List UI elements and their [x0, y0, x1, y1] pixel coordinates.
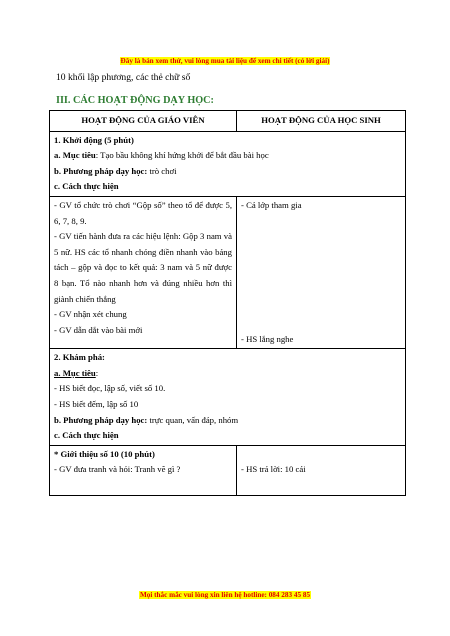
section3-title: * Giới thiệu số 10 (10 phút): [54, 448, 155, 459]
section1-goal-label: a. Mục tiêu: [54, 150, 96, 161]
section1-block: [50, 131, 406, 196]
preview-notice: Đây là bản xem thử, vui lòng mua tài liệu để xem chi tiết (có lời giải): [120, 57, 330, 65]
hotline-notice: Mọi thắc mắc vui lòng xin liên hệ hotline: 084 283 45 85: [139, 591, 311, 599]
student-line: - HS trả lời: 10 cái: [241, 464, 306, 475]
section1-goal-text: : Tạo bầu không khí hứng khởi để bắt đầu bài học: [95, 150, 269, 161]
section2-method-label: b. Phương pháp dạy học:: [54, 414, 148, 425]
materials-line: 10 khối lập phương, các thẻ chữ số: [56, 72, 191, 83]
student-line: - Cả lớp tham gia: [241, 199, 302, 210]
teacher-line: - GV tiến hành đưa ra các hiệu lệnh: Gộp 3 nam và 5 nữ. HS các tổ nhanh chóng điền nhanh vào bảng tách – gộp và đọc to kết quả: 3 nam và 5 nữ được 8 bạn. Tổ nào nhanh hơn và đúng nhiều hơn thì giành chiến thắng: [54, 231, 232, 304]
table-header-row: [50, 111, 406, 132]
lesson-table: [49, 110, 406, 496]
teacher-line: - GV đưa tranh và hỏi: Tranh vẽ gì ?: [54, 464, 181, 475]
section2-how-label: c. Cách thực hiện: [54, 430, 119, 441]
teacher-line: - GV tổ chức trò chơi “Gộp số” theo tổ để được 5, 6, 7, 8, 9.: [54, 199, 232, 226]
section1-teacher-cell: [50, 196, 237, 348]
section2-row: [50, 349, 406, 446]
section1-activity-row: [50, 196, 406, 348]
section2-title: 2. Khám phá:: [54, 352, 105, 363]
section3-teacher-cell: [50, 445, 237, 495]
section1-title-row: [50, 131, 406, 196]
section2-method-text: trực quan, vấn đáp, nhóm: [147, 414, 239, 425]
section2-goal-label: a. Mục tiêu: [54, 367, 96, 378]
section2-line: - HS biết đọc, lập số, viết số 10.: [54, 383, 166, 394]
student-column-header: HOẠT ĐỘNG CỦA HỌC SINH: [237, 111, 406, 132]
section1-method-label: b. Phương pháp dạy học:: [54, 165, 148, 176]
section2-block: [50, 349, 406, 446]
teacher-line: - GV nhận xét chung: [54, 309, 127, 320]
teacher-line: - GV dẫn dắt vào bài mới: [54, 324, 143, 335]
section3-student-cell: [237, 445, 406, 495]
section1-method-text: trò chơi: [147, 165, 177, 176]
section1-title: 1. Khởi động (5 phút): [54, 134, 134, 145]
section1-student-cell: [237, 196, 406, 348]
student-line: - HS lắng nghe: [241, 333, 294, 344]
section1-how-label: c. Cách thực hiện: [54, 181, 119, 192]
section3-row: [50, 445, 406, 495]
teacher-column-header: HOẠT ĐỘNG CỦA GIÁO VIÊN: [50, 111, 237, 132]
section2-line: - HS biết đếm, lập số 10: [54, 398, 139, 409]
section2-goal-colon: :: [95, 367, 99, 378]
section-title: III. CÁC HOẠT ĐỘNG DẠY HỌC:: [56, 95, 214, 106]
